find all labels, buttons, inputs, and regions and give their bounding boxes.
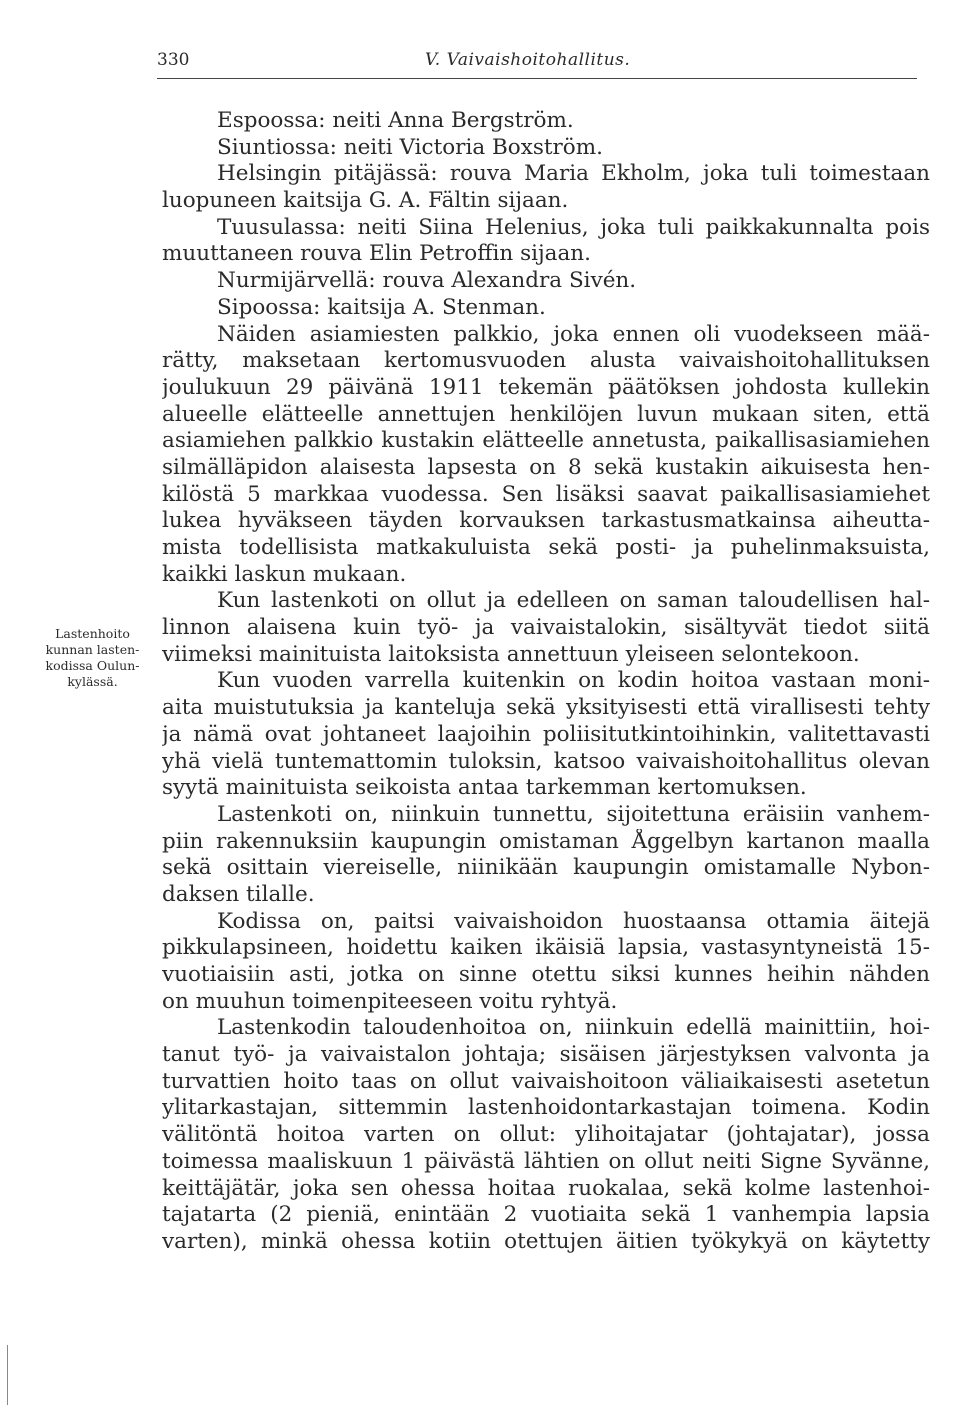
text-line: luopuneen kaitsija G. A. Fältin sijaan.: [162, 188, 569, 214]
text-line: viimeksi mainituista laitoksista annettuun yleiseen selontekoon.: [162, 641, 860, 667]
margin-note-line: kodissa Oulun-: [45, 658, 140, 673]
text-line: Espoossa: neiti Anna Bergström.: [217, 108, 574, 133]
text-line: yhä vielä tuntemattomin tuloksin, katsoo vaivaishoitohallitus olevan: [162, 748, 930, 774]
text-line: Lastenkoti on, niinkuin tunnettu, sijoitettuna eräisiin vanhem-: [217, 801, 930, 827]
text-line: toimessa maaliskuun 1 päivästä lähtien on ollut neiti Signe Syvänne,: [162, 1148, 930, 1174]
text-line: ja nämä ovat johtaneet laajoihin poliisitutkintoihinkin, valitettavasti: [162, 721, 930, 747]
text-line: tanut työ- ja vaivaistalon johtaja; sisäisen järjestyksen valvonta ja: [162, 1042, 930, 1068]
text-line: Kun vuoden varrella kuitenkin on kodin hoitoa vastaan moni-: [217, 668, 930, 694]
text-line: kilöstä 5 markkaa vuodessa. Sen lisäksi saavat paikallisasiamiehet: [162, 481, 930, 507]
text-line: pikkulapsineen, hoidettu kaiken ikäisiä lapsia, vastasyntyneistä 15-: [162, 935, 930, 961]
margin-note: [30, 626, 155, 690]
text-line: syytä mainituista seikoista antaa tarkemman kertomuksen.: [162, 775, 807, 801]
text-line: on muuhun toimenpiteeseen voitu ryhtyä.: [162, 988, 618, 1014]
text-line: sekä osittain viereiselle, niinikään kaupungin omistamalle Nybon-: [162, 855, 930, 881]
margin-note-line: kylässä.: [67, 674, 118, 689]
running-title: V. Vaivaishoitohallitus.: [425, 50, 631, 70]
text-line: asiamiehen palkkio kustakin elätteelle annetusta, paikallisasiamiehen: [162, 428, 930, 454]
text-line: linnon alaisena kuin työ- ja vaivaistalokin, sisältyvät tiedot siitä: [162, 615, 930, 641]
text-line: Kodissa on, paitsi vaivaishoidon huostaansa ottamia äitejä: [217, 908, 930, 934]
text-line: turvattien hoito taas on ollut vaivaishoitoon väliaikaisesti asetetun: [162, 1068, 930, 1094]
page-number: 330: [157, 50, 190, 70]
page-header: [157, 50, 917, 79]
text-line: rätty, maksetaan kertomusvuoden alusta vaivaishoitohallituksen: [162, 348, 930, 374]
text-line: piin rakennuksiin kaupungin omistaman Åggelbyn kartanon maalla: [162, 828, 930, 854]
text-line: Nurmijärvellä: rouva Alexandra Sivén.: [217, 268, 637, 294]
text-line: varten), minkä ohessa kotiin otettujen äitien työkykyä on käytetty: [162, 1228, 930, 1254]
text-line: Kun lastenkoti on ollut ja edelleen on saman taloudellisen hal-: [217, 588, 930, 614]
text-line: Lastenkodin taloudenhoitoa on, niinkuin edellä mainittiin, hoi-: [217, 1015, 930, 1041]
text-line: vuotiaisiin asti, jotka on sinne otettu siksi kunnes heihin nähden: [162, 962, 930, 987]
text-line: lukea hyväkseen täyden korvauksen tarkastusmatkainsa aiheutta-: [162, 508, 930, 534]
text-line: Helsingin pitäjässä: rouva Maria Ekholm, joka tuli toimestaan: [217, 161, 930, 187]
text-line: alueelle elätteelle annettujen henkilöjen luvun mukaan siten, että: [162, 401, 930, 427]
text-line: keittäjätär, joka sen ohessa hoitaa ruokalaa, sekä kolme lastenhoi-: [162, 1175, 930, 1201]
text-line: ylitarkastajan, sittemmin lastenhoidontarkastajan toimena. Kodin: [162, 1095, 930, 1121]
margin-note-line: kunnan lasten-: [45, 642, 140, 657]
text-line: Näiden asiamiesten palkkio, joka ennen oli vuodekseen mää-: [217, 321, 930, 347]
main-text: [162, 108, 930, 1256]
text-line: daksen tilalle.: [162, 881, 315, 907]
text-line: mista todellisista matkakuluista sekä posti- ja puhelinmaksuista,: [162, 535, 930, 560]
text-line: muuttaneen rouva Elin Petroffin sijaan.: [162, 241, 591, 267]
text-line: tajatarta (2 pieniä, enintään 2 vuotiaita sekä 1 vanhempia lapsia: [162, 1202, 930, 1228]
text-line: joulukuun 29 päivänä 1911 tekemän päätöksen johdosta kullekin: [162, 374, 930, 400]
text-line: Sipoossa: kaitsija A. Stenman.: [217, 294, 546, 320]
text-line: Siuntiossa: neiti Victoria Boxström.: [217, 134, 603, 160]
text-line: Tuusulassa: neiti Siina Helenius, joka tuli paikkakunnalta pois: [217, 214, 930, 240]
text-line: kaikki laskun mukaan.: [162, 561, 407, 587]
margin-rule: [7, 1345, 8, 1405]
text-line: aita muistutuksia ja kanteluja sekä yksityisesti että virallisesti tehty: [162, 695, 930, 721]
text-line: välitöntä hoitoa varten on ollut: ylihoitajatar (johtajatar), jossa: [162, 1122, 930, 1148]
margin-note-line: Lastenhoito: [55, 626, 130, 641]
text-line: silmälläpidon alaisesta lapsesta on 8 sekä kustakin aikuisesta hen-: [162, 454, 930, 480]
